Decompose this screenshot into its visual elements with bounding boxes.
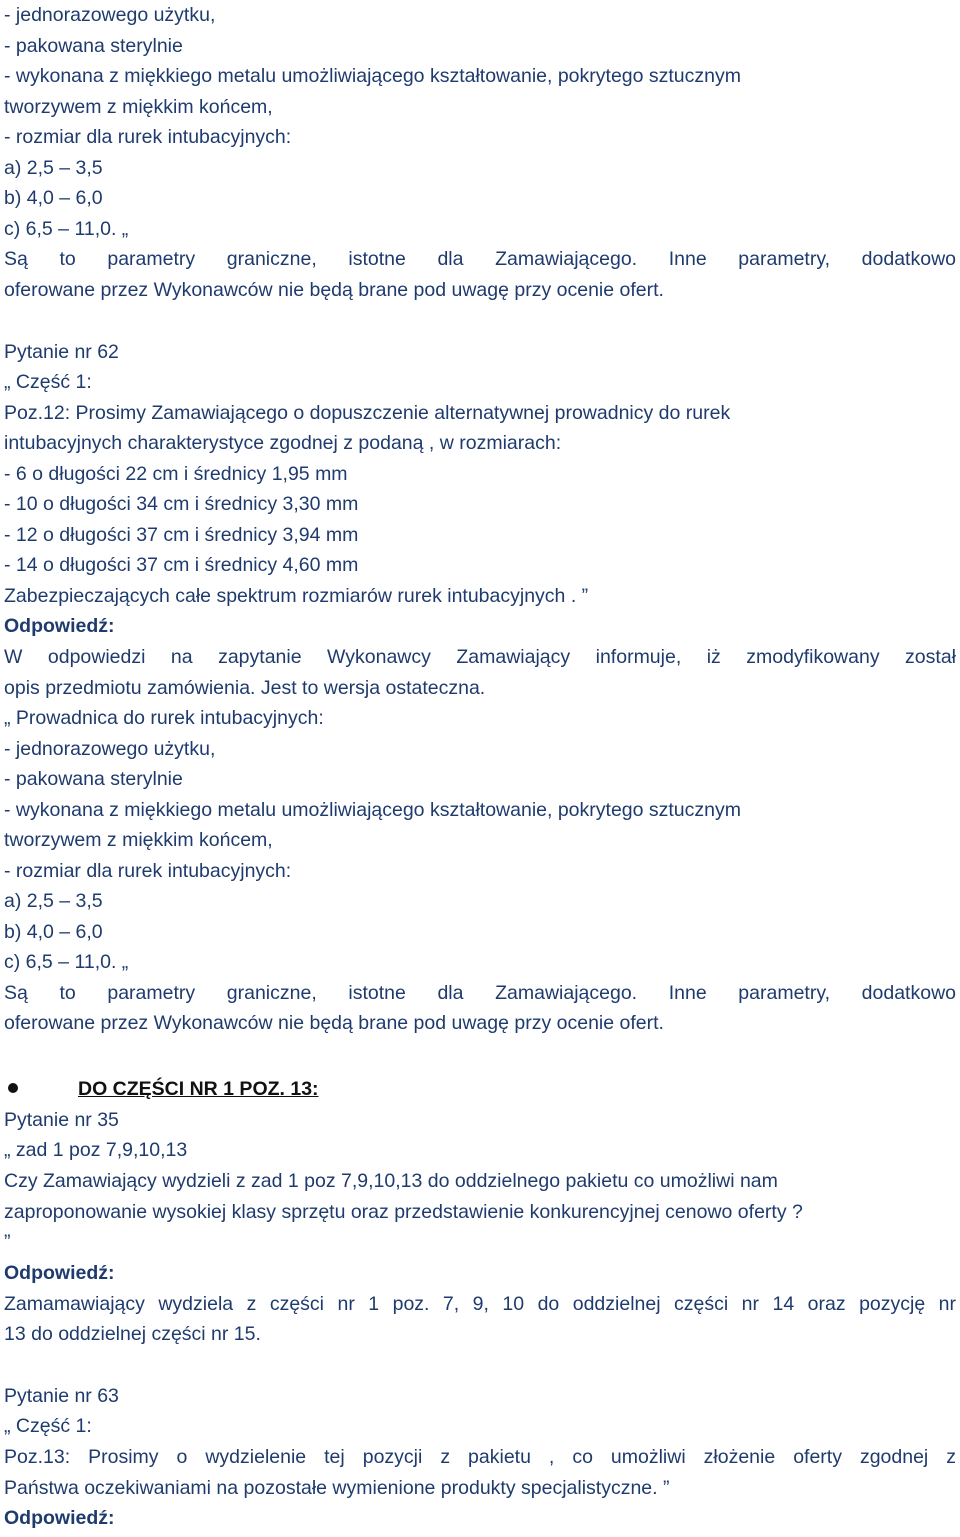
spec-note-line: Są to parametry graniczne, istotne dla Zamawiającego. Inne parametry, dodatkowo [4,248,956,270]
answer-label: Odpowiedź: [4,1262,115,1284]
question-line: Poz.13: Prosimy o wydzielenie tej pozycji z pakietu , co umożliwi złożenie oferty zgodnej z [4,1446,956,1468]
section-heading-row [4,1074,956,1105]
answer-line: - wykonana z miękkiego metalu umożliwiającego kształtowanie, pokrytego sztucznym [4,799,741,821]
answer-line: a) 2,5 – 3,5 [4,890,103,912]
answer-line: c) 6,5 – 11,0. „ [4,951,129,973]
answer-line: „ Prowadnica do rurek intubacyjnych: [4,707,324,729]
question-title: Pytanie nr 63 [4,1385,119,1407]
spec-line: tworzywem z miękkim końcem, [4,96,273,118]
answer-line: - pakowana sterylnie [4,768,183,790]
spec-line: - jednorazowego użytku, [4,4,216,26]
spec-line: b) 4,0 – 6,0 [4,187,103,209]
question-line: intubacyjnych charakterystyce zgodnej z podaną , w rozmiarach: [4,432,562,454]
answer-label: Odpowiedź: [4,615,115,637]
spec-line: - wykonana z miękkiego metalu umożliwiającego kształtowanie, pokrytego sztucznym [4,65,741,87]
question-line: - 10 o długości 34 cm i średnicy 3,30 mm [4,493,359,515]
question-line: ” [4,1231,11,1253]
question-line: zaproponowanie wysokiej klasy sprzętu oraz przedstawienie konkurencyjnej cenowo oferty ? [4,1201,803,1223]
question-line: Poz.12: Prosimy Zamawiającego o dopuszczenie alternatywnej prowadnicy do rurek [4,402,731,424]
bullet-icon [8,1083,18,1093]
answer-line: tworzywem z miękkim końcem, [4,829,273,851]
spec-note-line: oferowane przez Wykonawców nie będą brane pod uwagę przy ocenie ofert. [4,279,664,301]
answer-line: oferowane przez Wykonawców nie będą brane pod uwagę przy ocenie ofert. [4,1012,664,1034]
answer-line: b) 4,0 – 6,0 [4,921,103,943]
question-line: - 14 o długości 37 cm i średnicy 4,60 mm [4,554,359,576]
spec-line: c) 6,5 – 11,0. „ [4,218,129,240]
question-line: - 12 o długości 37 cm i średnicy 3,94 mm [4,524,359,546]
question-part: „ zad 1 poz 7,9,10,13 [4,1139,188,1161]
answer-line: Są to parametry graniczne, istotne dla Zamawiającego. Inne parametry, dodatkowo [4,982,956,1004]
answer-line: Zamamawiający wydziela z części nr 1 poz. 7, 9, 10 do oddzielnej części nr 14 oraz pozycję nr [4,1293,956,1315]
question-title: Pytanie nr 35 [4,1109,119,1131]
question-part: „ Część 1: [4,371,92,393]
question-line: Czy Zamawiający wydzieli z zad 1 poz 7,9,10,13 do oddzielnego pakietu co umożliwi nam [4,1170,778,1192]
section-heading: DO CZĘŚCI NR 1 POZ. 13: [78,1078,319,1100]
question-part: „ Część 1: [4,1415,92,1437]
question-line: Zabezpieczających całe spektrum rozmiarów rurek intubacyjnych . ” [4,585,589,607]
answer-label: Odpowiedź: [4,1507,115,1529]
spec-line: a) 2,5 – 3,5 [4,157,103,179]
answer-line: - rozmiar dla rurek intubacyjnych: [4,860,292,882]
question-line: Państwa oczekiwaniami na pozostałe wymienione produkty specjalistyczne. ” [4,1477,670,1499]
spec-line: - pakowana sterylnie [4,35,183,57]
question-title: Pytanie nr 62 [4,341,119,363]
answer-line: opis przedmiotu zamówienia. Jest to wersja ostateczna. [4,677,486,699]
answer-line: 13 do oddzielnej części nr 15. [4,1323,261,1345]
spec-line: - rozmiar dla rurek intubacyjnych: [4,126,292,148]
answer-line: - jednorazowego użytku, [4,738,216,760]
question-line: - 6 o długości 22 cm i średnicy 1,95 mm [4,463,348,485]
answer-line: W odpowiedzi na zapytanie Wykonawcy Zamawiający informuje, iż zmodyfikowany został [4,646,956,668]
